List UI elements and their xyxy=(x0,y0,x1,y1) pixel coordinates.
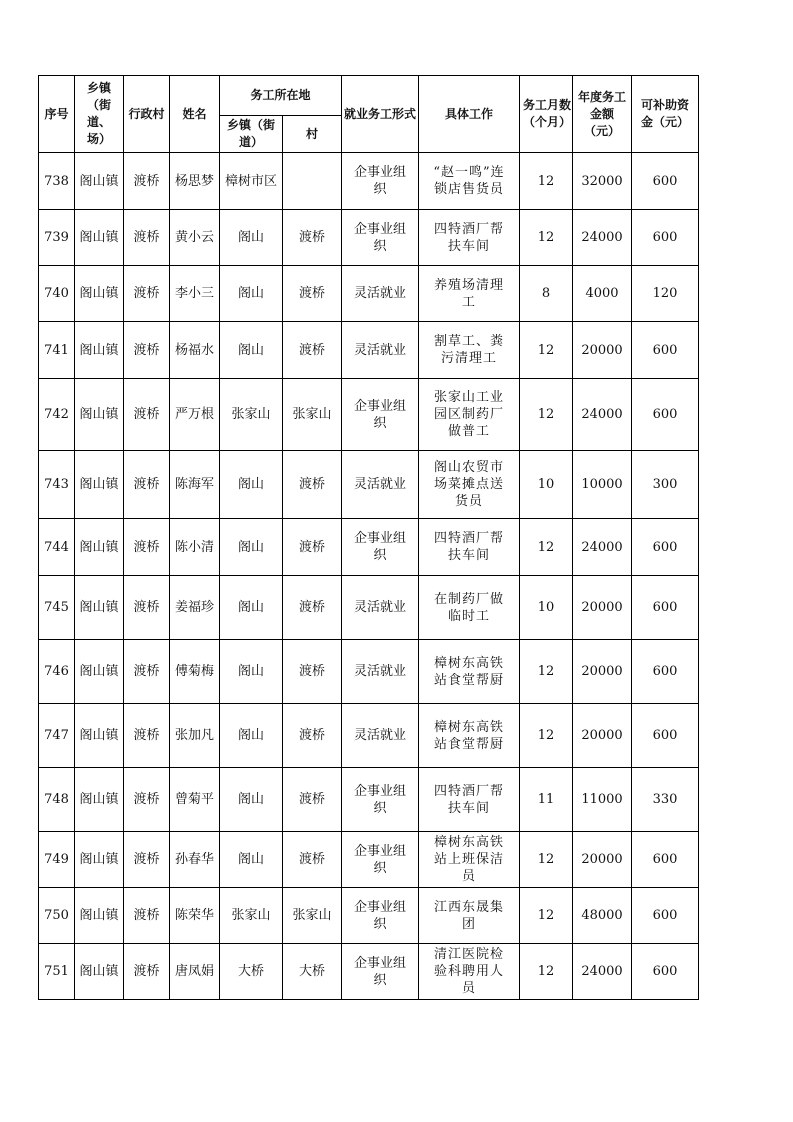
cell-months: 12 xyxy=(520,153,573,210)
cell-months: 12 xyxy=(520,832,573,888)
cell-employment-form-text: 灵活就业 xyxy=(354,664,407,679)
header-work-village: 村 xyxy=(283,116,342,153)
cell-annual-income: 4000 xyxy=(573,266,632,322)
cell-subsidy: 600 xyxy=(632,888,699,944)
cell-months: 10 xyxy=(520,451,573,519)
cell-work-township: 阁山 xyxy=(220,640,283,704)
cell-name: 陈荣华 xyxy=(170,888,220,944)
cell-township: 阁山镇 xyxy=(75,640,124,704)
cell-work-township: 阁山 xyxy=(220,704,283,768)
cell-village: 渡桥 xyxy=(124,768,170,832)
cell-work-township: 大桥 xyxy=(220,944,283,1000)
cell-name: 杨思梦 xyxy=(170,153,220,210)
cell-seq: 743 xyxy=(39,451,75,519)
cell-subsidy: 600 xyxy=(632,704,699,768)
cell-employment-form xyxy=(342,888,419,944)
cell-township: 阁山镇 xyxy=(75,519,124,576)
cell-job xyxy=(419,322,520,379)
table-row xyxy=(39,944,699,1000)
cell-village: 渡桥 xyxy=(124,640,170,704)
header-work-township: 乡镇（街道） xyxy=(220,116,283,153)
cell-township: 阁山镇 xyxy=(75,768,124,832)
table-row xyxy=(39,888,699,944)
cell-employment-form-text: 企事业组织 xyxy=(354,955,407,988)
cell-months: 12 xyxy=(520,322,573,379)
cell-township: 阁山镇 xyxy=(75,576,124,640)
cell-annual-income: 20000 xyxy=(573,832,632,888)
cell-seq: 749 xyxy=(39,832,75,888)
cell-job xyxy=(419,944,520,1000)
cell-township: 阁山镇 xyxy=(75,379,124,451)
cell-work-village: 渡桥 xyxy=(283,768,342,832)
cell-job xyxy=(419,210,520,266)
cell-employment-form xyxy=(342,640,419,704)
cell-job xyxy=(419,768,520,832)
cell-township: 阁山镇 xyxy=(75,888,124,944)
header-seq: 序号 xyxy=(39,76,75,153)
cell-work-township: 樟树市区 xyxy=(220,153,283,210)
cell-village: 渡桥 xyxy=(124,379,170,451)
cell-seq: 747 xyxy=(39,704,75,768)
cell-work-village: 大桥 xyxy=(283,944,342,1000)
employment-subsidy-table xyxy=(38,75,699,1000)
cell-work-township: 阁山 xyxy=(220,451,283,519)
cell-employment-form-text: 企事业组织 xyxy=(354,843,407,876)
cell-subsidy: 600 xyxy=(632,210,699,266)
table-row xyxy=(39,832,699,888)
cell-employment-form-text: 企事业组织 xyxy=(354,531,407,563)
cell-seq: 745 xyxy=(39,576,75,640)
cell-seq: 740 xyxy=(39,266,75,322)
cell-job xyxy=(419,704,520,768)
cell-name: 傅菊梅 xyxy=(170,640,220,704)
cell-employment-form xyxy=(342,210,419,266)
cell-annual-income: 20000 xyxy=(573,576,632,640)
cell-name: 李小三 xyxy=(170,266,220,322)
cell-annual-income: 20000 xyxy=(573,322,632,379)
header-employment-form: 就业务工形式 xyxy=(342,76,419,153)
cell-seq: 738 xyxy=(39,153,75,210)
cell-months: 12 xyxy=(520,379,573,451)
cell-subsidy: 600 xyxy=(632,322,699,379)
cell-village: 渡桥 xyxy=(124,153,170,210)
cell-subsidy: 600 xyxy=(632,944,699,1000)
cell-job-text: 樟树东高铁站食堂帮厨 xyxy=(434,655,505,688)
cell-seq: 742 xyxy=(39,379,75,451)
cell-village: 渡桥 xyxy=(124,519,170,576)
cell-subsidy: 600 xyxy=(632,379,699,451)
cell-name: 严万根 xyxy=(170,379,220,451)
table-row xyxy=(39,153,699,210)
table-row xyxy=(39,768,699,832)
header-township: 乡镇（街道、场） xyxy=(75,76,124,153)
cell-annual-income: 10000 xyxy=(573,451,632,519)
cell-name: 姜福珍 xyxy=(170,576,220,640)
cell-job-text: “赵一鸣”连锁店售货员 xyxy=(433,165,505,197)
cell-work-village: 张家山 xyxy=(283,379,342,451)
cell-job-text: 张家山工业园区制药厂做普工 xyxy=(434,390,505,439)
cell-employment-form xyxy=(342,379,419,451)
cell-name: 陈小清 xyxy=(170,519,220,576)
cell-village: 渡桥 xyxy=(124,266,170,322)
cell-employment-form-text: 企事业组织 xyxy=(354,221,407,254)
table-row xyxy=(39,576,699,640)
header-months: 务工月数（个月） xyxy=(520,76,573,153)
cell-job xyxy=(419,576,520,640)
cell-work-township: 阁山 xyxy=(220,832,283,888)
cell-work-township: 阁山 xyxy=(220,322,283,379)
cell-employment-form-text: 企事业组织 xyxy=(354,899,407,932)
cell-employment-form-text: 灵活就业 xyxy=(354,477,407,492)
cell-seq: 744 xyxy=(39,519,75,576)
cell-seq: 748 xyxy=(39,768,75,832)
cell-job xyxy=(419,519,520,576)
cell-job xyxy=(419,640,520,704)
table-row xyxy=(39,379,699,451)
cell-job-text: 清江医院检验科聘用人员 xyxy=(434,947,505,996)
cell-employment-form xyxy=(342,266,419,322)
table-row xyxy=(39,210,699,266)
cell-annual-income: 20000 xyxy=(573,704,632,768)
table-row xyxy=(39,704,699,768)
cell-village: 渡桥 xyxy=(124,888,170,944)
cell-job-text: 樟树东高铁站上班保洁员 xyxy=(434,835,505,884)
cell-subsidy: 600 xyxy=(632,832,699,888)
cell-township: 阁山镇 xyxy=(75,832,124,888)
table-row xyxy=(39,519,699,576)
table-row xyxy=(39,322,699,379)
cell-job-text: 四特酒厂帮扶车间 xyxy=(434,221,505,254)
cell-job-text: 在制药厂做临时工 xyxy=(434,591,505,624)
cell-months: 12 xyxy=(520,888,573,944)
cell-employment-form xyxy=(342,704,419,768)
cell-employment-form xyxy=(342,519,419,576)
cell-months: 12 xyxy=(520,519,573,576)
cell-subsidy: 600 xyxy=(632,576,699,640)
table-row xyxy=(39,451,699,519)
cell-work-village: 渡桥 xyxy=(283,576,342,640)
cell-employment-form xyxy=(342,768,419,832)
cell-work-township: 阁山 xyxy=(220,266,283,322)
cell-employment-form xyxy=(342,322,419,379)
cell-employment-form-text: 灵活就业 xyxy=(354,600,407,615)
cell-annual-income: 24000 xyxy=(573,519,632,576)
cell-work-village: 张家山 xyxy=(283,888,342,944)
cell-name: 唐凤娟 xyxy=(170,944,220,1000)
cell-work-village: 渡桥 xyxy=(283,832,342,888)
cell-work-township: 阁山 xyxy=(220,210,283,266)
header-work-location: 务工所在地 xyxy=(220,76,342,116)
cell-work-village: 渡桥 xyxy=(283,640,342,704)
cell-job xyxy=(419,832,520,888)
cell-employment-form xyxy=(342,576,419,640)
cell-subsidy: 600 xyxy=(632,640,699,704)
header-name: 姓名 xyxy=(170,76,220,153)
cell-employment-form xyxy=(342,944,419,1000)
table-body xyxy=(39,153,699,1000)
table-header xyxy=(39,76,699,153)
cell-work-township: 张家山 xyxy=(220,379,283,451)
cell-work-village: 渡桥 xyxy=(283,704,342,768)
cell-name: 孙春华 xyxy=(170,832,220,888)
cell-seq: 746 xyxy=(39,640,75,704)
cell-annual-income: 24000 xyxy=(573,944,632,1000)
cell-job-text: 四特酒厂帮扶车间 xyxy=(434,783,505,816)
cell-township: 阁山镇 xyxy=(75,451,124,519)
cell-months: 12 xyxy=(520,704,573,768)
cell-township: 阁山镇 xyxy=(75,153,124,210)
cell-name: 张加凡 xyxy=(170,704,220,768)
cell-seq: 751 xyxy=(39,944,75,1000)
cell-work-village: 渡桥 xyxy=(283,451,342,519)
cell-subsidy: 330 xyxy=(632,768,699,832)
cell-job xyxy=(419,888,520,944)
cell-months: 11 xyxy=(520,768,573,832)
header-job: 具体工作 xyxy=(419,76,520,153)
cell-work-village: 渡桥 xyxy=(283,210,342,266)
table-row xyxy=(39,640,699,704)
cell-job-text: 阁山农贸市场菜摊点送货员 xyxy=(434,460,505,509)
cell-months: 12 xyxy=(520,640,573,704)
cell-job xyxy=(419,153,520,210)
cell-work-village: 渡桥 xyxy=(283,266,342,322)
cell-employment-form-text: 灵活就业 xyxy=(354,342,407,358)
cell-months: 12 xyxy=(520,210,573,266)
header-village: 行政村 xyxy=(124,76,170,153)
cell-job-text: 四特酒厂帮扶车间 xyxy=(434,531,505,563)
cell-annual-income: 20000 xyxy=(573,640,632,704)
header-subsidy: 可补助资金（元） xyxy=(632,76,699,153)
cell-months: 8 xyxy=(520,266,573,322)
cell-months: 12 xyxy=(520,944,573,1000)
cell-employment-form xyxy=(342,832,419,888)
cell-job-text: 割草工、粪污清理工 xyxy=(434,334,505,366)
cell-subsidy: 120 xyxy=(632,266,699,322)
cell-village: 渡桥 xyxy=(124,704,170,768)
cell-work-village: 渡桥 xyxy=(283,519,342,576)
cell-seq: 739 xyxy=(39,210,75,266)
cell-village: 渡桥 xyxy=(124,576,170,640)
cell-annual-income: 32000 xyxy=(573,153,632,210)
cell-subsidy: 300 xyxy=(632,451,699,519)
cell-township: 阁山镇 xyxy=(75,704,124,768)
cell-work-township: 阁山 xyxy=(220,519,283,576)
cell-employment-form-text: 灵活就业 xyxy=(354,286,407,301)
cell-work-village xyxy=(283,153,342,210)
cell-subsidy: 600 xyxy=(632,519,699,576)
cell-job xyxy=(419,266,520,322)
cell-name: 陈海军 xyxy=(170,451,220,519)
cell-employment-form xyxy=(342,153,419,210)
cell-job xyxy=(419,379,520,451)
cell-work-village: 渡桥 xyxy=(283,322,342,379)
cell-job-text: 养殖场清理工 xyxy=(434,277,505,310)
cell-village: 渡桥 xyxy=(124,322,170,379)
cell-village: 渡桥 xyxy=(124,210,170,266)
cell-annual-income: 11000 xyxy=(573,768,632,832)
cell-township: 阁山镇 xyxy=(75,266,124,322)
cell-job-text: 樟树东高铁站食堂帮厨 xyxy=(434,719,505,752)
cell-employment-form-text: 企事业组织 xyxy=(354,398,407,431)
cell-name: 杨福水 xyxy=(170,322,220,379)
cell-township: 阁山镇 xyxy=(75,322,124,379)
cell-village: 渡桥 xyxy=(124,451,170,519)
cell-work-township: 张家山 xyxy=(220,888,283,944)
cell-annual-income: 48000 xyxy=(573,888,632,944)
cell-village: 渡桥 xyxy=(124,832,170,888)
cell-job-text: 江西东晟集团 xyxy=(434,899,505,932)
cell-name: 黄小云 xyxy=(170,210,220,266)
cell-months: 10 xyxy=(520,576,573,640)
cell-village: 渡桥 xyxy=(124,944,170,1000)
cell-employment-form xyxy=(342,451,419,519)
cell-employment-form-text: 企事业组织 xyxy=(354,783,407,816)
cell-annual-income: 24000 xyxy=(573,210,632,266)
cell-township: 阁山镇 xyxy=(75,944,124,1000)
cell-employment-form-text: 灵活就业 xyxy=(354,728,407,743)
cell-name: 曾菊平 xyxy=(170,768,220,832)
cell-work-township: 阁山 xyxy=(220,576,283,640)
header-annual-income: 年度务工金额（元） xyxy=(573,76,632,153)
cell-seq: 741 xyxy=(39,322,75,379)
cell-work-township: 阁山 xyxy=(220,768,283,832)
cell-job xyxy=(419,451,520,519)
table-row xyxy=(39,266,699,322)
cell-annual-income: 24000 xyxy=(573,379,632,451)
cell-seq: 750 xyxy=(39,888,75,944)
cell-employment-form-text: 企事业组织 xyxy=(354,165,407,197)
cell-subsidy: 600 xyxy=(632,153,699,210)
cell-township: 阁山镇 xyxy=(75,210,124,266)
